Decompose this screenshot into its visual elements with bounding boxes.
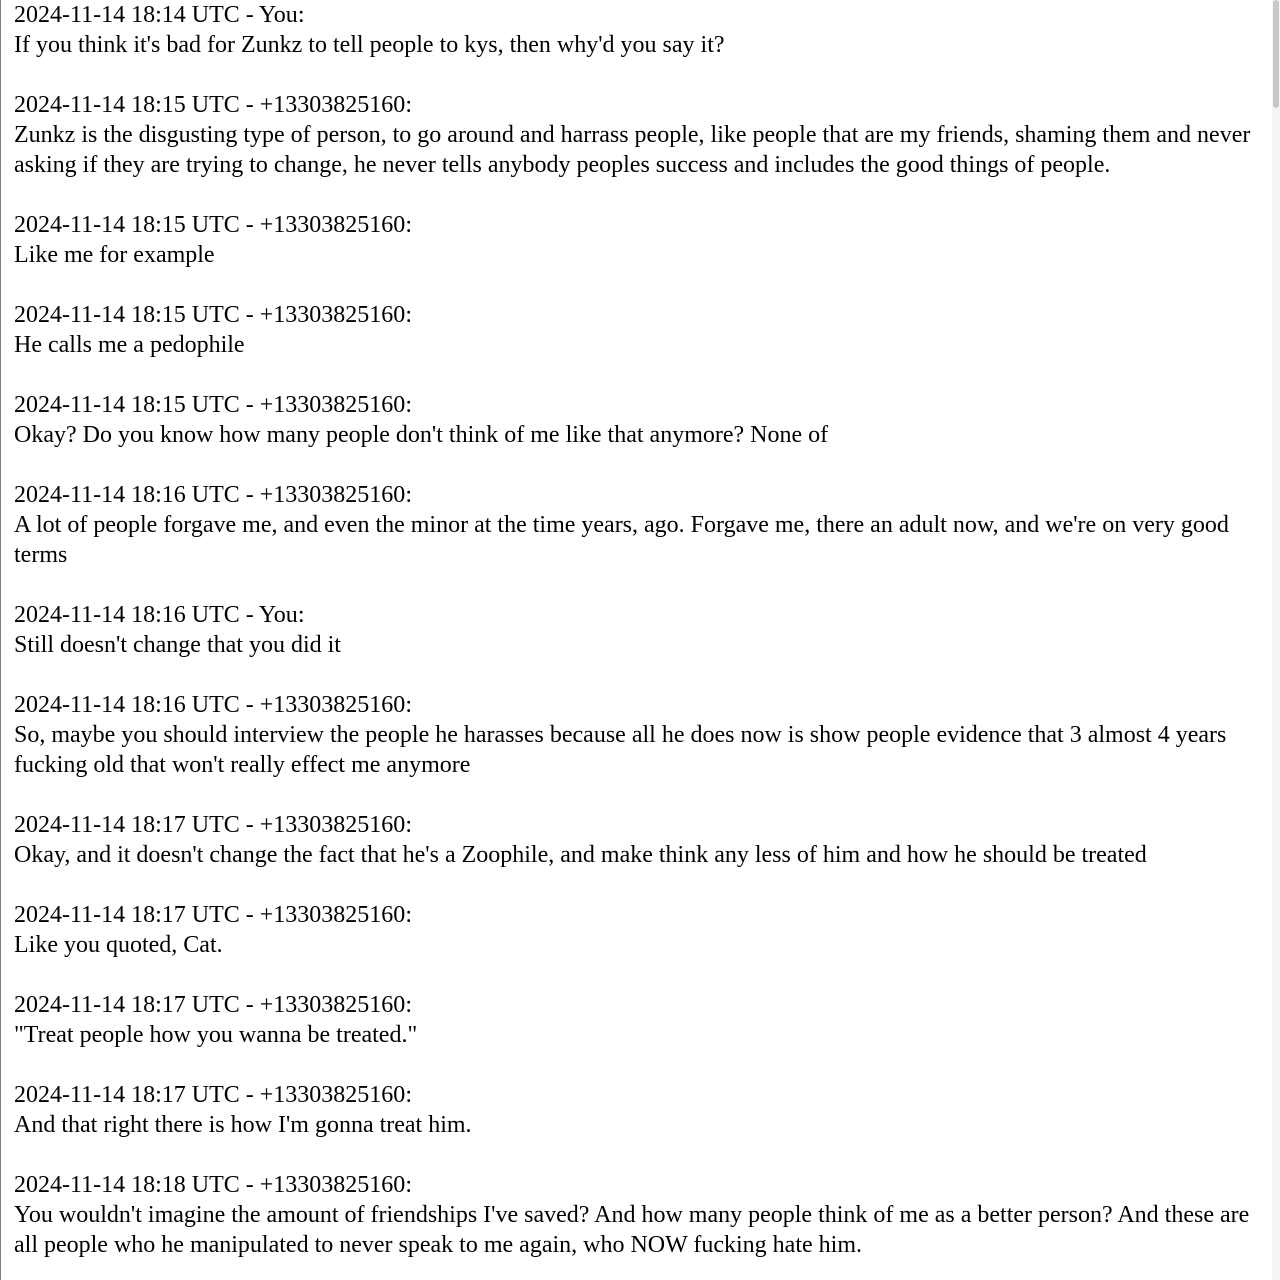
message-text: Like you quoted, Cat. [14, 932, 223, 958]
message-timestamp: 2024-11-14 18:17 UTC [14, 812, 240, 838]
message-log [14, 0, 1264, 1280]
message-entry [14, 690, 1264, 780]
message-entry [14, 990, 1264, 1050]
message-timestamp: 2024-11-14 18:15 UTC [14, 392, 240, 418]
message-entry [14, 810, 1264, 870]
message-entry [14, 390, 1264, 450]
message-header: 2024-11-14 18:17 UTC - +13303825160: [14, 812, 412, 838]
message-timestamp: 2024-11-14 18:17 UTC [14, 992, 240, 1018]
message-header: 2024-11-14 18:16 UTC - +13303825160: [14, 692, 412, 718]
message-entry [14, 900, 1264, 960]
message-sender: +13303825160 [259, 902, 406, 928]
message-header: 2024-11-14 18:14 UTC - You: [14, 2, 305, 28]
message-timestamp: 2024-11-14 18:17 UTC [14, 1082, 240, 1108]
message-header: 2024-11-14 18:16 UTC - You: [14, 602, 305, 628]
message-header: 2024-11-14 18:17 UTC - +13303825160: [14, 902, 412, 928]
message-sender: +13303825160 [259, 692, 406, 718]
message-text: So, maybe you should interview the people he harasses because all he does now is show people evidence that 3 almost 4 years fucking old that won't really effect me anymore [14, 722, 1227, 778]
message-sender: +13303825160 [259, 482, 406, 508]
message-entry [14, 480, 1264, 570]
message-timestamp: 2024-11-14 18:15 UTC [14, 212, 240, 238]
message-timestamp: 2024-11-14 18:15 UTC [14, 302, 240, 328]
message-timestamp: 2024-11-14 18:16 UTC [14, 482, 240, 508]
message-header: 2024-11-14 18:15 UTC - +13303825160: [14, 212, 412, 238]
message-text: "Treat people how you wanna be treated." [14, 1022, 418, 1048]
message-header: 2024-11-14 18:15 UTC - +13303825160: [14, 392, 412, 418]
message-sender: +13303825160 [259, 302, 406, 328]
message-entry [14, 1080, 1264, 1140]
message-text: You wouldn't imagine the amount of friendships I've saved? And how many people think of me as a better person? And these are all people who he manipulated to never speak to me again, who NOW fucking hate him. [14, 1202, 1250, 1258]
message-entry [14, 90, 1264, 180]
message-sender: +13303825160 [259, 392, 406, 418]
message-header: 2024-11-14 18:15 UTC - +13303825160: [14, 92, 412, 118]
message-header: 2024-11-14 18:16 UTC - +13303825160: [14, 482, 412, 508]
message-text: Like me for example [14, 242, 215, 268]
scrollbar-thumb[interactable] [1273, 0, 1279, 108]
message-timestamp: 2024-11-14 18:16 UTC [14, 602, 240, 628]
message-header: 2024-11-14 18:17 UTC - +13303825160: [14, 1082, 412, 1108]
message-sender: +13303825160 [259, 1082, 406, 1108]
message-timestamp: 2024-11-14 18:17 UTC [14, 902, 240, 928]
message-entry [14, 300, 1264, 360]
message-entry [14, 210, 1264, 270]
message-header: 2024-11-14 18:17 UTC - +13303825160: [14, 992, 412, 1018]
message-text: Okay? Do you know how many people don't think of me like that anymore? None of [14, 422, 829, 448]
message-sender: +13303825160 [259, 1172, 406, 1198]
vertical-scrollbar[interactable] [1272, 0, 1280, 1280]
message-sender: +13303825160 [259, 812, 406, 838]
message-sender: You [258, 2, 298, 28]
message-entry [14, 1170, 1264, 1260]
message-entry [14, 0, 1264, 60]
message-sender: +13303825160 [259, 212, 406, 238]
message-header: 2024-11-14 18:15 UTC - +13303825160: [14, 302, 412, 328]
message-text: If you think it's bad for Zunkz to tell people to kys, then why'd you say it? [14, 32, 725, 58]
message-text: Still doesn't change that you did it [14, 632, 341, 658]
message-header: 2024-11-14 18:18 UTC - +13303825160: [14, 1172, 412, 1198]
message-timestamp: 2024-11-14 18:14 UTC [14, 2, 240, 28]
message-entry [14, 600, 1264, 660]
message-timestamp: 2024-11-14 18:18 UTC [14, 1172, 240, 1198]
message-text: Okay, and it doesn't change the fact that he's a Zoophile, and make think any less of him and how he should be treated [14, 842, 1147, 868]
message-text: And that right there is how I'm gonna treat him. [14, 1112, 472, 1138]
message-timestamp: 2024-11-14 18:16 UTC [14, 692, 240, 718]
message-text: He calls me a pedophile [14, 332, 245, 358]
message-sender: +13303825160 [259, 992, 406, 1018]
message-sender: You [258, 602, 298, 628]
message-text: A lot of people forgave me, and even the minor at the time years, ago. Forgave me, there an adult now, and we're on very good terms [14, 512, 1229, 568]
message-timestamp: 2024-11-14 18:15 UTC [14, 92, 240, 118]
message-sender: +13303825160 [259, 92, 406, 118]
message-text: Zunkz is the disgusting type of person, to go around and harrass people, like people that are my friends, shaming them and never asking if they are trying to change, he never tells anybody peoples success and includes the good things of people. [14, 122, 1251, 178]
